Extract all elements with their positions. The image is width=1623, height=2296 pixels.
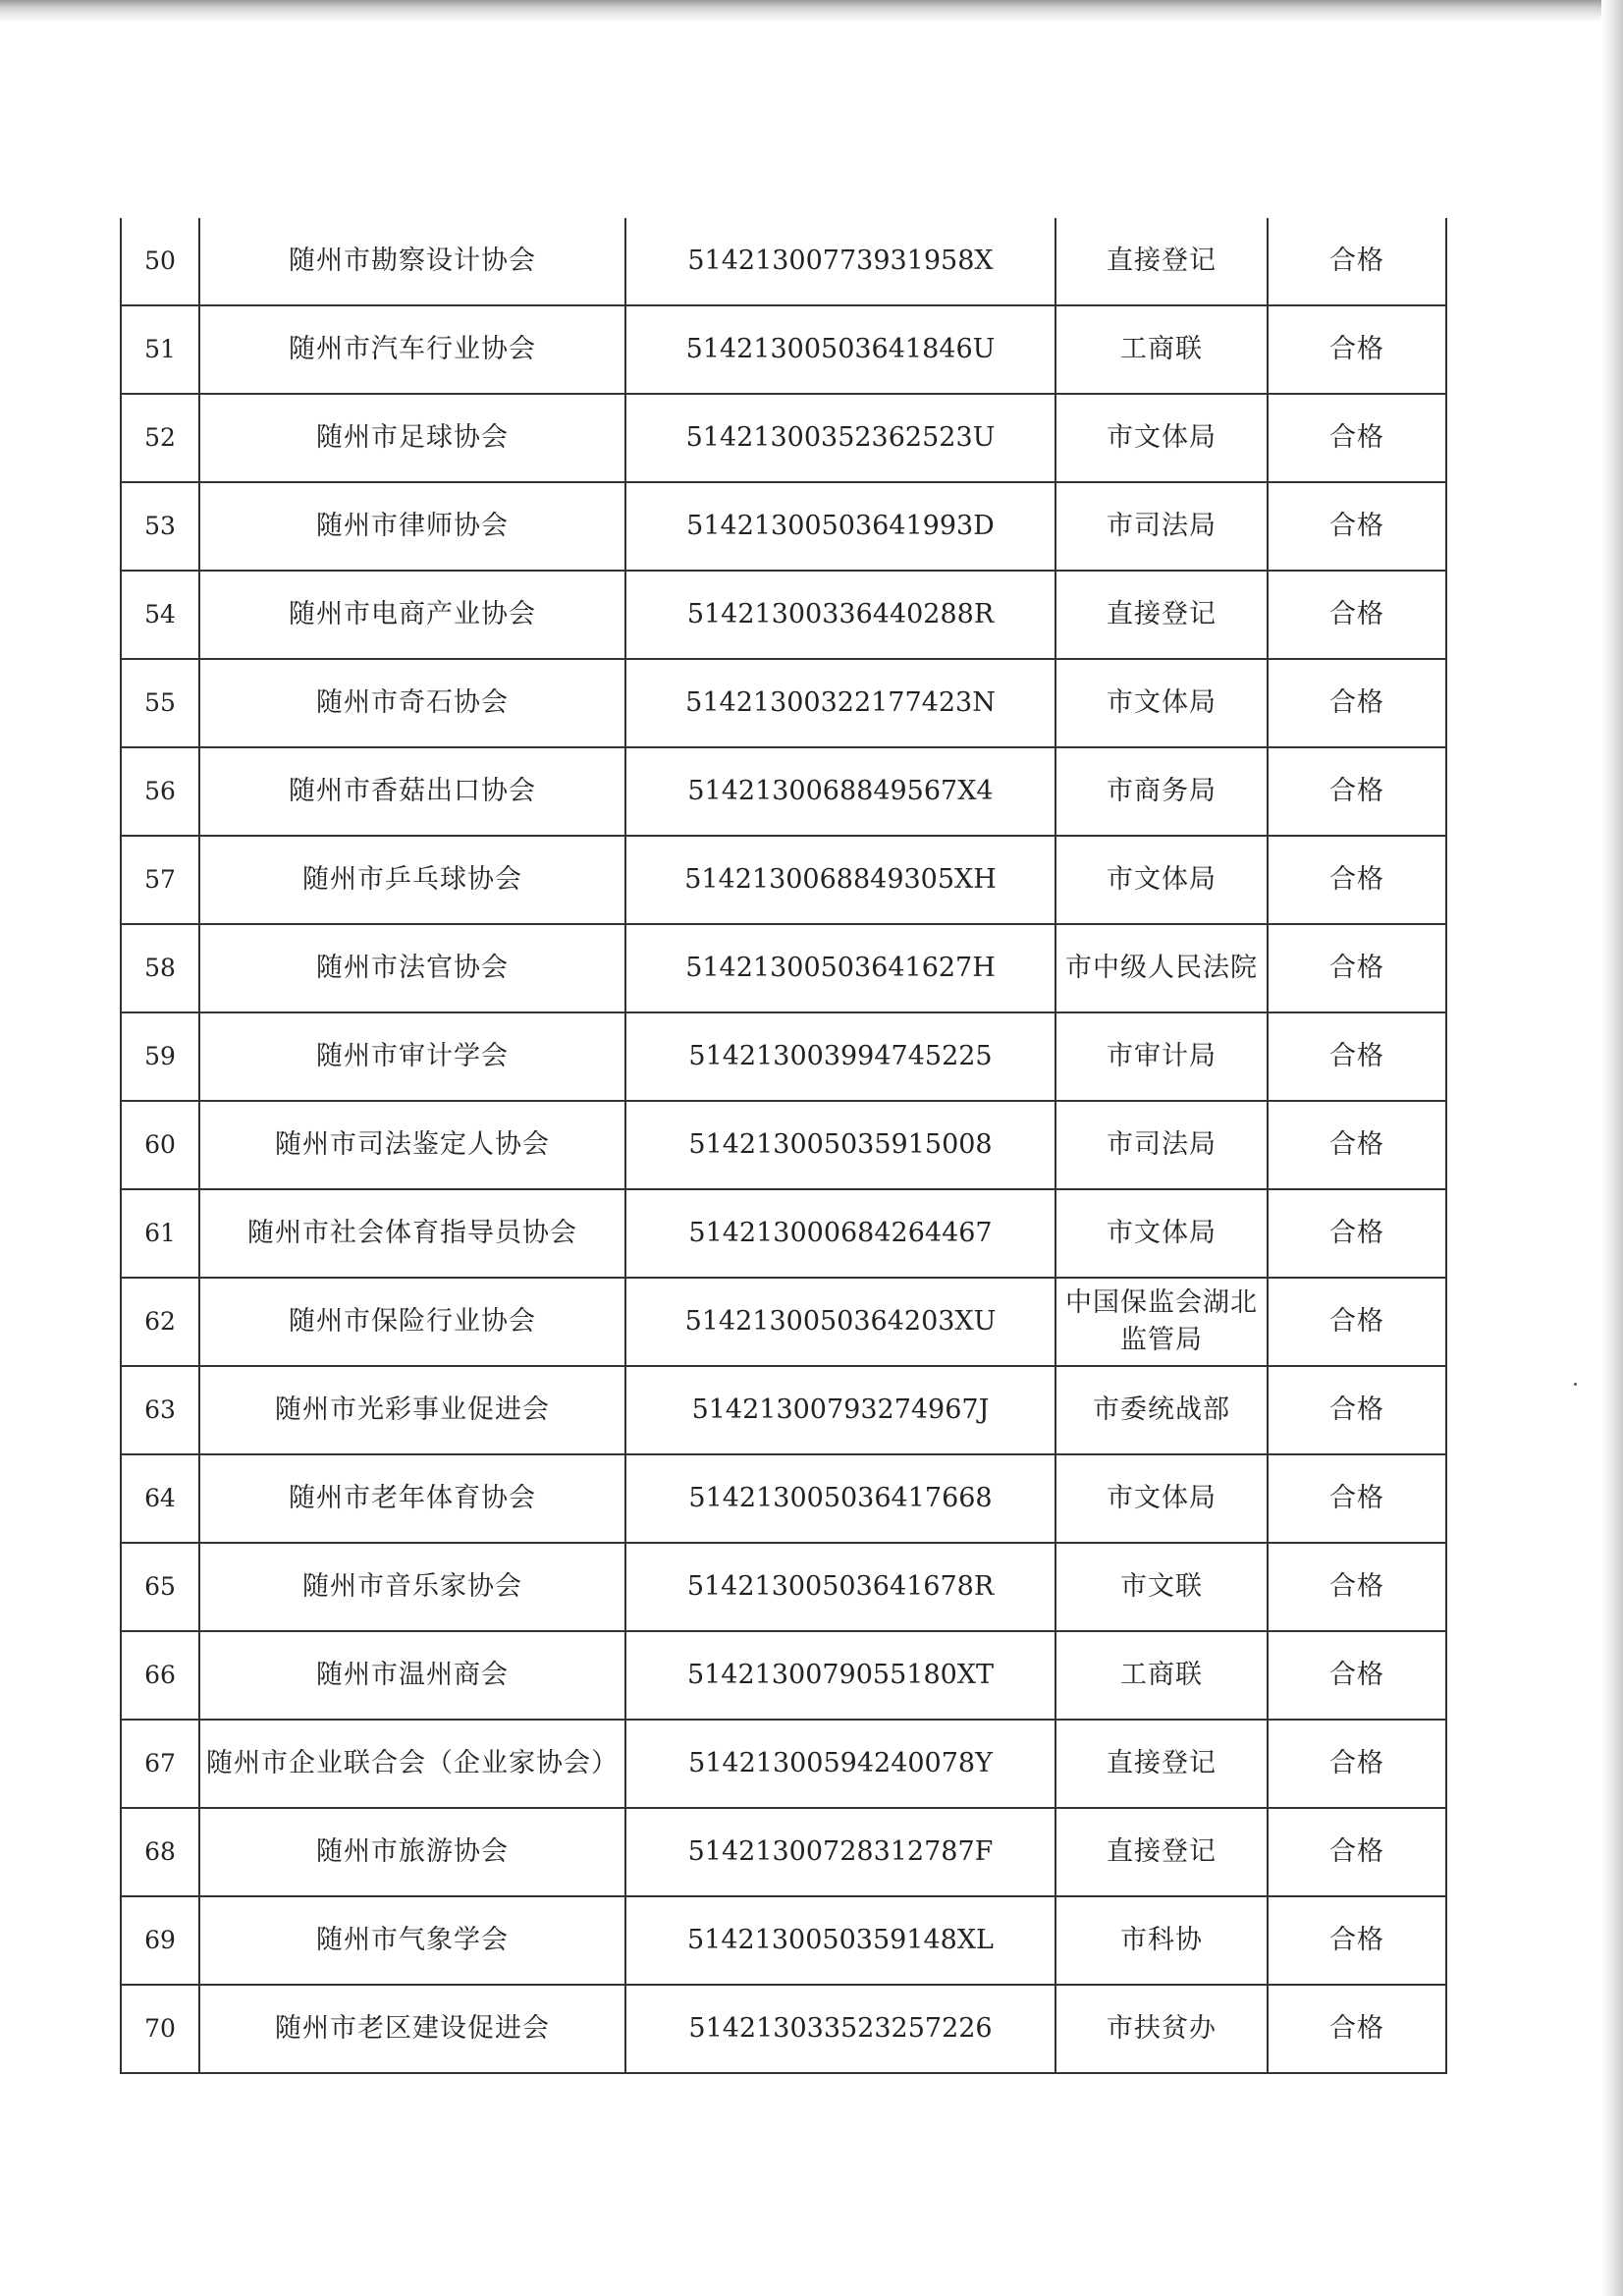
inspection-result: 合格 [1268, 1543, 1446, 1631]
organization-name: 随州市律师协会 [199, 482, 625, 571]
credit-code: 51421300773931958X [625, 218, 1055, 305]
row-number: 59 [121, 1012, 199, 1101]
credit-code: 51421300728312787F [625, 1808, 1055, 1896]
credit-code: 514213005035915008 [625, 1101, 1055, 1189]
inspection-result: 合格 [1268, 747, 1446, 836]
table-row [121, 1189, 1446, 1278]
inspection-result: 合格 [1268, 836, 1446, 924]
table-row [121, 1896, 1446, 1985]
credit-code: 514213003994745225 [625, 1012, 1055, 1101]
supervising-unit: 市委统战部 [1055, 1366, 1268, 1454]
row-number: 64 [121, 1454, 199, 1543]
inspection-result: 合格 [1268, 1720, 1446, 1808]
credit-code: 5142130050364203XU [625, 1278, 1055, 1366]
row-number: 54 [121, 571, 199, 659]
supervising-unit: 市司法局 [1055, 482, 1268, 571]
table-row [121, 1631, 1446, 1720]
organization-name: 随州市乒乓球协会 [199, 836, 625, 924]
table-row [121, 1101, 1446, 1189]
credit-code: 51421300793274967J [625, 1366, 1055, 1454]
table-row [121, 659, 1446, 747]
table-row [121, 836, 1446, 924]
row-number: 69 [121, 1896, 199, 1985]
scan-speck [1574, 1383, 1577, 1386]
inspection-result: 合格 [1268, 482, 1446, 571]
row-number: 66 [121, 1631, 199, 1720]
credit-code: 51421300352362523U [625, 394, 1055, 482]
row-number: 57 [121, 836, 199, 924]
inspection-result: 合格 [1268, 1808, 1446, 1896]
credit-code: 5142130079055180XT [625, 1631, 1055, 1720]
organization-name: 随州市汽车行业协会 [199, 305, 625, 394]
organization-name: 随州市旅游协会 [199, 1808, 625, 1896]
supervising-unit: 工商联 [1055, 1631, 1268, 1720]
organization-name: 随州市法官协会 [199, 924, 625, 1012]
supervising-unit: 市文体局 [1055, 394, 1268, 482]
supervising-unit: 市审计局 [1055, 1012, 1268, 1101]
table-row [121, 1012, 1446, 1101]
supervising-unit: 中国保监会湖北监管局 [1055, 1278, 1268, 1366]
organization-name: 随州市老年体育协会 [199, 1454, 625, 1543]
supervising-unit: 市中级人民法院 [1055, 924, 1268, 1012]
table-body [121, 218, 1446, 2073]
supervising-unit: 市司法局 [1055, 1101, 1268, 1189]
inspection-result: 合格 [1268, 1101, 1446, 1189]
credit-code: 51421300503641678R [625, 1543, 1055, 1631]
row-number: 52 [121, 394, 199, 482]
supervising-unit: 市文体局 [1055, 1189, 1268, 1278]
row-number: 63 [121, 1366, 199, 1454]
credit-code: 51421300594240078Y [625, 1720, 1055, 1808]
supervising-unit: 市科协 [1055, 1896, 1268, 1985]
organization-name: 随州市温州商会 [199, 1631, 625, 1720]
inspection-result: 合格 [1268, 305, 1446, 394]
table-row [121, 1454, 1446, 1543]
credit-code: 51421300336440288R [625, 571, 1055, 659]
organization-name: 随州市企业联合会（企业家协会） [199, 1720, 625, 1808]
organization-name: 随州市电商产业协会 [199, 571, 625, 659]
organization-name: 随州市社会体育指导员协会 [199, 1189, 625, 1278]
organization-name: 随州市音乐家协会 [199, 1543, 625, 1631]
supervising-unit: 市文联 [1055, 1543, 1268, 1631]
row-number: 60 [121, 1101, 199, 1189]
scan-edge-right [1601, 0, 1623, 2296]
table-row [121, 218, 1446, 305]
row-number: 65 [121, 1543, 199, 1631]
supervising-unit: 工商联 [1055, 305, 1268, 394]
inspection-result: 合格 [1268, 1278, 1446, 1366]
supervising-unit: 市文体局 [1055, 836, 1268, 924]
scan-edge-top [0, 0, 1623, 22]
row-number: 50 [121, 218, 199, 305]
table-row [121, 1808, 1446, 1896]
supervising-unit: 市扶贫办 [1055, 1985, 1268, 2073]
credit-code: 514213005036417668 [625, 1454, 1055, 1543]
credit-code: 51421300322177423N [625, 659, 1055, 747]
table-row [121, 1985, 1446, 2073]
organization-name: 随州市奇石协会 [199, 659, 625, 747]
credit-code: 5142130068849305XH [625, 836, 1055, 924]
organization-name: 随州市司法鉴定人协会 [199, 1101, 625, 1189]
row-number: 62 [121, 1278, 199, 1366]
row-number: 53 [121, 482, 199, 571]
row-number: 58 [121, 924, 199, 1012]
inspection-result: 合格 [1268, 394, 1446, 482]
inspection-result: 合格 [1268, 659, 1446, 747]
inspection-result: 合格 [1268, 1985, 1446, 2073]
table-row [121, 924, 1446, 1012]
row-number: 67 [121, 1720, 199, 1808]
inspection-result: 合格 [1268, 1189, 1446, 1278]
inspection-result: 合格 [1268, 1896, 1446, 1985]
organization-name: 随州市老区建设促进会 [199, 1985, 625, 2073]
table-row [121, 394, 1446, 482]
supervising-unit: 直接登记 [1055, 1720, 1268, 1808]
table-row [121, 747, 1446, 836]
row-number: 70 [121, 1985, 199, 2073]
credit-code: 5142130068849567X4 [625, 747, 1055, 836]
row-number: 61 [121, 1189, 199, 1278]
inspection-result: 合格 [1268, 1454, 1446, 1543]
credit-code: 514213033523257226 [625, 1985, 1055, 2073]
organization-name: 随州市审计学会 [199, 1012, 625, 1101]
supervising-unit: 直接登记 [1055, 218, 1268, 305]
organization-name: 随州市光彩事业促进会 [199, 1366, 625, 1454]
table-row [121, 1543, 1446, 1631]
row-number: 55 [121, 659, 199, 747]
organization-name: 随州市保险行业协会 [199, 1278, 625, 1366]
credit-code: 514213000684264467 [625, 1189, 1055, 1278]
inspection-result: 合格 [1268, 1366, 1446, 1454]
supervising-unit: 市文体局 [1055, 1454, 1268, 1543]
supervising-unit: 直接登记 [1055, 1808, 1268, 1896]
credit-code: 51421300503641846U [625, 305, 1055, 394]
inspection-result: 合格 [1268, 1631, 1446, 1720]
supervising-unit: 市文体局 [1055, 659, 1268, 747]
supervising-unit: 直接登记 [1055, 571, 1268, 659]
table-row [121, 1366, 1446, 1454]
table-row [121, 1720, 1446, 1808]
row-number: 51 [121, 305, 199, 394]
table-row [121, 571, 1446, 659]
table-row [121, 482, 1446, 571]
organization-name: 随州市香菇出口协会 [199, 747, 625, 836]
row-number: 68 [121, 1808, 199, 1896]
organization-name: 随州市气象学会 [199, 1896, 625, 1985]
row-number: 56 [121, 747, 199, 836]
inspection-result: 合格 [1268, 924, 1446, 1012]
organization-table [120, 218, 1447, 2074]
table-row [121, 305, 1446, 394]
inspection-result: 合格 [1268, 571, 1446, 659]
supervising-unit: 市商务局 [1055, 747, 1268, 836]
inspection-result: 合格 [1268, 218, 1446, 305]
organization-name: 随州市勘察设计协会 [199, 218, 625, 305]
credit-code: 51421300503641993D [625, 482, 1055, 571]
inspection-result: 合格 [1268, 1012, 1446, 1101]
credit-code: 5142130050359148XL [625, 1896, 1055, 1985]
organization-name: 随州市足球协会 [199, 394, 625, 482]
credit-code: 51421300503641627H [625, 924, 1055, 1012]
table-row [121, 1278, 1446, 1366]
